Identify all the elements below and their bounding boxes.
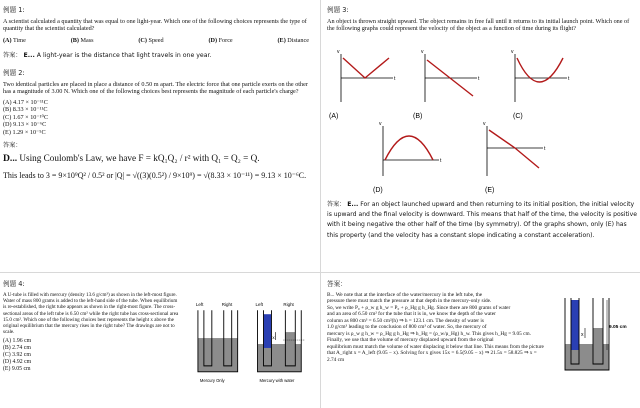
graph-e: [483, 121, 546, 194]
example-1-2-panel: [3, 2, 315, 270]
graph-d-curve: [385, 136, 433, 160]
option-e: (E) 1.29 × 10⁻⁵C: [3, 128, 46, 136]
svg-text:x: x: [581, 332, 584, 338]
svg-text:v: v: [337, 48, 340, 55]
option-c: (C) Speed: [138, 36, 164, 44]
example-3-answer: 答案： E... For an object launched upward and then returning to its initial position, the initial velocity is upward and the final velocity is downward. This means that half of the time, the velocity is positive with it being negative the other half of the time (by symmetry). Of the graphs shown, only (E) has this property (and the velocity has a constant slope indicating a constant acceleration).: [327, 200, 637, 239]
graph-c-curve: [517, 58, 563, 82]
option-e: (E) Distance: [277, 36, 309, 44]
svg-text:t: t: [394, 75, 396, 82]
example-3-panel: [327, 2, 637, 270]
example-3-heading: 例题 3:: [327, 6, 349, 14]
example-4-panel: [3, 276, 315, 406]
svg-text:(D): (D): [373, 186, 383, 194]
svg-text:v: v: [379, 120, 382, 127]
example-4-solution: B... We note that at the interface of the water/mercury in the left tube, the pressure there must match the pressure at that depth in the mercury-only side. So, we write P₀ + ρ_w g h_w = P₀ + ρ_Hg g h_Hg. Since there are 800 grams of water and an area of 6.50 cm² for the tube that it is in, we know the depth of the water column as 800 cm³ = 6.50 cm²(h) ⇒ h = 123.1 cm. The density of water is 1.0 g/cm³ leading to the conclusion of 800 cm³ of water. So, the mercury of mercury is ρ_w g h_w = ρ_Hg g h_Hg ⇒ h_Hg = (ρ_w/ρ_Hg) h_w. This gives h_Hg = 9.05 cm. Finally, we use that the volume of mercury displaced upward from the original equilibrium must match the volume of water displacing it below that line. This means from the picture that A_right x = A_left (9.05 − x). Solving for x gives 15x = 6.5(9.05 − x) ⇒ 21.5x = 58.825 ⇒ x = 2.74 cm: [327, 292, 544, 363]
example-3-question: An object is thrown straight upward. The object remains in free fall until it returns to its initial launch point. Which one of the following graphs could represent the velocity of the object as a function of time during its flight?: [327, 18, 630, 33]
svg-text:Mercury with water: Mercury with water: [259, 377, 295, 383]
example-2-heading: 例题 2:: [3, 68, 25, 77]
svg-text:t: t: [440, 157, 442, 164]
solution-u-tube-figure: [561, 292, 635, 388]
horizontal-divider: [0, 272, 640, 273]
svg-text:(A): (A): [329, 112, 339, 120]
option-b: (B) Mass: [70, 36, 94, 44]
example-2-solution-line-1: D... Using Coulomb's Law, we have F = kQ₁Q₂ / r² with Q₁ = Q₂ = Q.: [3, 152, 260, 164]
graph-c: [511, 49, 570, 120]
svg-text:t: t: [478, 75, 480, 82]
graph-e-curve: [489, 130, 539, 168]
example-1-answer: 答案： E... A light-year is the distance that light travels in one year.: [3, 51, 212, 59]
graph-b: [413, 49, 480, 120]
example-2-solution-line-2: This leads to 3 = 9×10⁹Q² / 0.5² or |Q| = √((3)(0.5²) / 9×10⁹) = √(8.33 × 10⁻¹¹) = 9.13 × 10⁻⁶C.: [3, 171, 307, 181]
svg-text:Left: Left: [255, 302, 263, 308]
example-4-heading: 例题 4:: [3, 280, 25, 288]
example-2-answer-label: 答案：: [3, 141, 22, 149]
svg-text:v: v: [421, 48, 424, 55]
example-1-question: A scientist calculated a quantity that was equal to one light-year. Which one of the following choices represents the type of quantity that the scientist calculated?: [3, 18, 307, 33]
svg-text:t: t: [544, 145, 546, 152]
option-e: (E) 9.05 cm: [3, 366, 31, 373]
example-2-options: [3, 99, 315, 136]
svg-text:v: v: [483, 120, 486, 127]
example-1-options: [3, 37, 315, 44]
svg-text:Left: Left: [195, 302, 204, 308]
example-4-answer-panel: [327, 276, 637, 406]
u-tube-mercury-only: [196, 302, 238, 383]
option-d: (D) Force: [208, 36, 233, 44]
option-a: (A) 4.17 × 10⁻¹¹C: [3, 98, 48, 106]
velocity-graphs: [327, 36, 637, 196]
example-1-heading: 例题 1:: [3, 6, 25, 14]
example-4-question: A U-tube is filled with mercury (density 13.6 g/cm³) as shown in the left-most figure. Water of mass 800 grams is added to the left-hand side of the tube. When equilibrium is re-established, the right tube appears as shown in the right-most figure. The cross-sectional areas of the left tube is 6.50 cm² while the right tube has cross-sectional area 15.0 cm². Which one of the following choices best represents the height x above the original equilibrium that the mercury rises in the right tube? The drawings are not to scale.: [3, 292, 179, 336]
option-b: (B) 2.74 cm: [3, 345, 31, 352]
graph-d: [373, 121, 442, 194]
svg-text:Mercury Only: Mercury Only: [199, 377, 225, 383]
svg-text:9.05 cm: 9.05 cm: [609, 325, 627, 330]
vertical-divider: [320, 0, 321, 408]
graph-a-curve: [343, 58, 389, 78]
svg-text:t: t: [568, 75, 570, 82]
graph-a: [329, 49, 396, 120]
option-c: (C) 3.92 cm: [3, 352, 31, 359]
svg-text:x: x: [272, 335, 275, 341]
svg-text:Right: Right: [221, 302, 233, 308]
svg-text:v: v: [511, 48, 514, 55]
example-2-question: Two identical particles are placed in place a distance of 0.50 m apart. The electric force that one particle exerts on the other has a magnitude of 3.00 N. Which one of the following choices best represents the magnitude of each particle's charge?: [3, 80, 308, 96]
u-tube-with-water: [255, 302, 305, 383]
svg-text:Right: Right: [283, 302, 294, 308]
option-a: (A) Time: [3, 36, 26, 44]
u-tube-figures: [186, 298, 315, 394]
example-4-options: [3, 338, 182, 373]
option-c: (C) 1.67 × 10⁻¹⁰C: [3, 113, 49, 121]
option-a: (A) 1.96 cm: [3, 338, 32, 345]
svg-text:(B): (B): [413, 112, 423, 120]
example-4-answer-label: 答案：: [327, 280, 347, 288]
option-d: (D) 4.92 cm: [3, 359, 32, 366]
option-b: (B) 8.33 × 10⁻¹¹C: [3, 106, 48, 114]
svg-text:(C): (C): [513, 112, 523, 120]
svg-text:(E): (E): [485, 186, 495, 194]
option-d: (D) 9.13 × 10⁻⁶C: [3, 121, 47, 129]
